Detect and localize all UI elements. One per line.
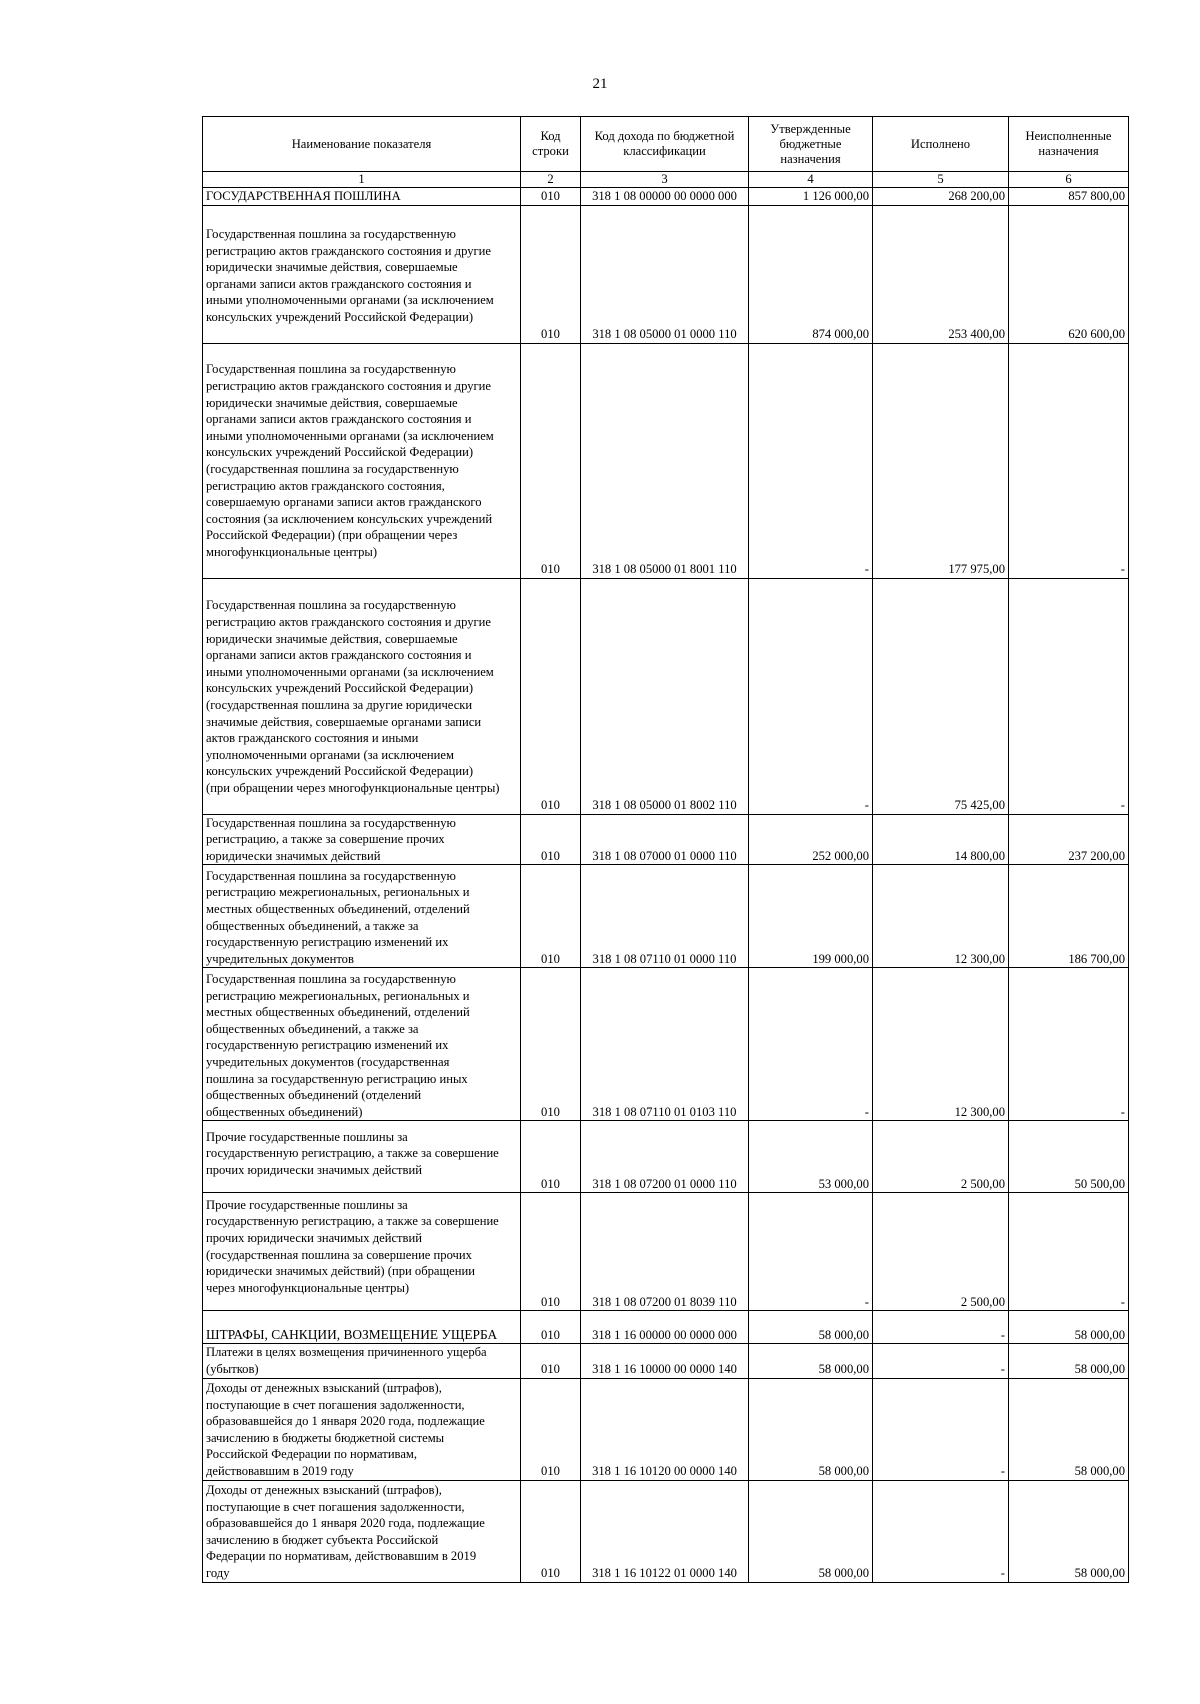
- row-unexecuted: 58 000,00: [1009, 1378, 1129, 1480]
- row-line-code: 010: [521, 343, 581, 578]
- table-row: [203, 343, 1129, 578]
- column-number-row: [203, 172, 1129, 188]
- row-name: Прочие государственные пошлины за государственную регистрацию, а также за совершение прочих юридически значимых действий (государственная пошлина за совершение прочих юридически значимых действий) (при обращении через многофункциональные центры): [203, 1193, 521, 1311]
- row-name: Платежи в целях возмещения причиненного ущерба (убытков): [203, 1344, 521, 1378]
- table-row: [203, 968, 1129, 1121]
- row-income-code: 318 1 16 10122 01 0000 140: [581, 1480, 749, 1582]
- row-income-code: 318 1 08 05000 01 0000 110: [581, 205, 749, 343]
- row-line-code: 010: [521, 865, 581, 968]
- row-unexecuted: 186 700,00: [1009, 865, 1129, 968]
- row-executed: 14 800,00: [873, 814, 1009, 865]
- header-approved: Утвержденные бюджетные назначения: [749, 117, 873, 172]
- table-header-row: [203, 117, 1129, 172]
- row-executed: 268 200,00: [873, 188, 1009, 206]
- row-executed: 12 300,00: [873, 865, 1009, 968]
- row-approved: 199 000,00: [749, 865, 873, 968]
- row-approved: -: [749, 578, 873, 814]
- row-name: ГОСУДАРСТВЕННАЯ ПОШЛИНА: [203, 188, 521, 206]
- row-executed: -: [873, 1344, 1009, 1378]
- column-number: 2: [521, 172, 581, 188]
- row-income-code: 318 1 08 07200 01 0000 110: [581, 1121, 749, 1193]
- table-row: [203, 1344, 1129, 1378]
- row-line-code: 010: [521, 205, 581, 343]
- row-income-code: 318 1 08 07110 01 0103 110: [581, 968, 749, 1121]
- row-line-code: 010: [521, 578, 581, 814]
- row-executed: 177 975,00: [873, 343, 1009, 578]
- row-unexecuted: 58 000,00: [1009, 1344, 1129, 1378]
- row-approved: -: [749, 343, 873, 578]
- row-line-code: 010: [521, 188, 581, 206]
- row-line-code: 010: [521, 1378, 581, 1480]
- row-income-code: 318 1 08 05000 01 8001 110: [581, 343, 749, 578]
- table-row: [203, 1121, 1129, 1193]
- row-unexecuted: 50 500,00: [1009, 1121, 1129, 1193]
- table-row: [203, 1480, 1129, 1582]
- table-row: [203, 865, 1129, 968]
- row-name: Государственная пошлина за государственную регистрацию, а также за совершение прочих юридически значимых действий: [203, 814, 521, 865]
- row-unexecuted: 857 800,00: [1009, 188, 1129, 206]
- row-income-code: 318 1 16 10120 00 0000 140: [581, 1378, 749, 1480]
- row-executed: 75 425,00: [873, 578, 1009, 814]
- row-approved: 58 000,00: [749, 1480, 873, 1582]
- header-income-code: Код дохода по бюджетной классификации: [581, 117, 749, 172]
- row-line-code: 010: [521, 968, 581, 1121]
- row-executed: 2 500,00: [873, 1121, 1009, 1193]
- row-income-code: 318 1 16 00000 00 0000 000: [581, 1311, 749, 1344]
- column-number: 4: [749, 172, 873, 188]
- row-line-code: 010: [521, 814, 581, 865]
- header-indicator-name: Наименование показателя: [203, 117, 521, 172]
- row-executed: 253 400,00: [873, 205, 1009, 343]
- row-name: Доходы от денежных взысканий (штрафов), поступающие в счет погашения задолженности, образовавшейся до 1 января 2020 года, подлежащие зачислению в бюджет субъекта Российской Федерации по нормативам, действовавшим в 2019 году: [203, 1480, 521, 1582]
- row-unexecuted: 58 000,00: [1009, 1311, 1129, 1344]
- row-name: Государственная пошлина за государственную регистрацию актов гражданского состояния и другие юридически значимые действия, совершаемые органами записи актов гражданского состояния и иными уполномоченными органами (за исключением консульских учреждений Российской Федерации) (государственная пошлина за другие юридически значимые действия, совершаемые органами записи актов гражданского состояния и иными уполномоченными органами (за исключением консульских учреждений Российской Федерации) (при обращении через многофункциональные центры): [203, 578, 521, 814]
- row-approved: 53 000,00: [749, 1121, 873, 1193]
- table-row: [203, 188, 1129, 206]
- table-row: [203, 1193, 1129, 1311]
- row-executed: -: [873, 1378, 1009, 1480]
- row-approved: -: [749, 1193, 873, 1311]
- row-approved: -: [749, 968, 873, 1121]
- row-line-code: 010: [521, 1480, 581, 1582]
- row-approved: 58 000,00: [749, 1344, 873, 1378]
- row-line-code: 010: [521, 1311, 581, 1344]
- page-number: 21: [592, 76, 608, 92]
- row-unexecuted: 620 600,00: [1009, 205, 1129, 343]
- row-unexecuted: -: [1009, 1193, 1129, 1311]
- row-unexecuted: 58 000,00: [1009, 1480, 1129, 1582]
- row-approved: 58 000,00: [749, 1311, 873, 1344]
- header-unexecuted: Неисполненные назначения: [1009, 117, 1129, 172]
- row-line-code: 010: [521, 1193, 581, 1311]
- row-income-code: 318 1 08 07110 01 0000 110: [581, 865, 749, 968]
- column-number: 3: [581, 172, 749, 188]
- row-income-code: 318 1 08 07200 01 8039 110: [581, 1193, 749, 1311]
- row-executed: -: [873, 1311, 1009, 1344]
- row-income-code: 318 1 08 00000 00 0000 000: [581, 188, 749, 206]
- row-unexecuted: -: [1009, 968, 1129, 1121]
- row-approved: 1 126 000,00: [749, 188, 873, 206]
- column-number: 1: [203, 172, 521, 188]
- row-income-code: 318 1 16 10000 00 0000 140: [581, 1344, 749, 1378]
- row-executed: -: [873, 1480, 1009, 1582]
- row-line-code: 010: [521, 1121, 581, 1193]
- column-number: 6: [1009, 172, 1129, 188]
- table-row: [203, 205, 1129, 343]
- column-number: 5: [873, 172, 1009, 188]
- row-unexecuted: -: [1009, 343, 1129, 578]
- row-executed: 2 500,00: [873, 1193, 1009, 1311]
- row-approved: 874 000,00: [749, 205, 873, 343]
- header-line-code: Код строки: [521, 117, 581, 172]
- row-line-code: 010: [521, 1344, 581, 1378]
- row-name: Государственная пошлина за государственную регистрацию актов гражданского состояния и другие юридически значимые действия, совершаемые органами записи актов гражданского состояния и иными уполномоченными органами (за исключением консульских учреждений Российской Федерации): [203, 205, 521, 343]
- row-approved: 58 000,00: [749, 1378, 873, 1480]
- row-name: Государственная пошлина за государственную регистрацию межрегиональных, региональных и местных общественных объединений, отделений общественных объединений, а также за государственную регистрацию изменений их учредительных документов (государственная пошлина за государственную регистрацию иных общественных объединений (отделений общественных объединений): [203, 968, 521, 1121]
- table-row: [203, 1311, 1129, 1344]
- table-row: [203, 814, 1129, 865]
- row-income-code: 318 1 08 07000 01 0000 110: [581, 814, 749, 865]
- budget-report-table: [202, 116, 1129, 1583]
- row-income-code: 318 1 08 05000 01 8002 110: [581, 578, 749, 814]
- row-approved: 252 000,00: [749, 814, 873, 865]
- table-row: [203, 578, 1129, 814]
- row-name: ШТРАФЫ, САНКЦИИ, ВОЗМЕЩЕНИЕ УЩЕРБА: [203, 1311, 521, 1344]
- table-row: [203, 1378, 1129, 1480]
- row-name: Государственная пошлина за государственную регистрацию актов гражданского состояния и другие юридически значимые действия, совершаемые органами записи актов гражданского состояния и иными уполномоченными органами (за исключением консульских учреждений Российской Федерации) (государственная пошлина за государственную регистрацию актов гражданского состояния, совершаемую органами записи актов гражданского состояния (за исключением консульских учреждений Российской Федерации) (при обращении через многофункциональные центры): [203, 343, 521, 578]
- row-unexecuted: 237 200,00: [1009, 814, 1129, 865]
- row-name: Прочие государственные пошлины за государственную регистрацию, а также за совершение прочих юридически значимых действий: [203, 1121, 521, 1193]
- header-executed: Исполнено: [873, 117, 1009, 172]
- row-executed: 12 300,00: [873, 968, 1009, 1121]
- row-unexecuted: -: [1009, 578, 1129, 814]
- row-name: Государственная пошлина за государственную регистрацию межрегиональных, региональных и местных общественных объединений, отделений общественных объединений, а также за государственную регистрацию изменений их учредительных документов: [203, 865, 521, 968]
- row-name: Доходы от денежных взысканий (штрафов), поступающие в счет погашения задолженности, образовавшейся до 1 января 2020 года, подлежащие зачислению в бюджеты бюджетной системы Российской Федерации по нормативам, действовавшим в 2019 году: [203, 1378, 521, 1480]
